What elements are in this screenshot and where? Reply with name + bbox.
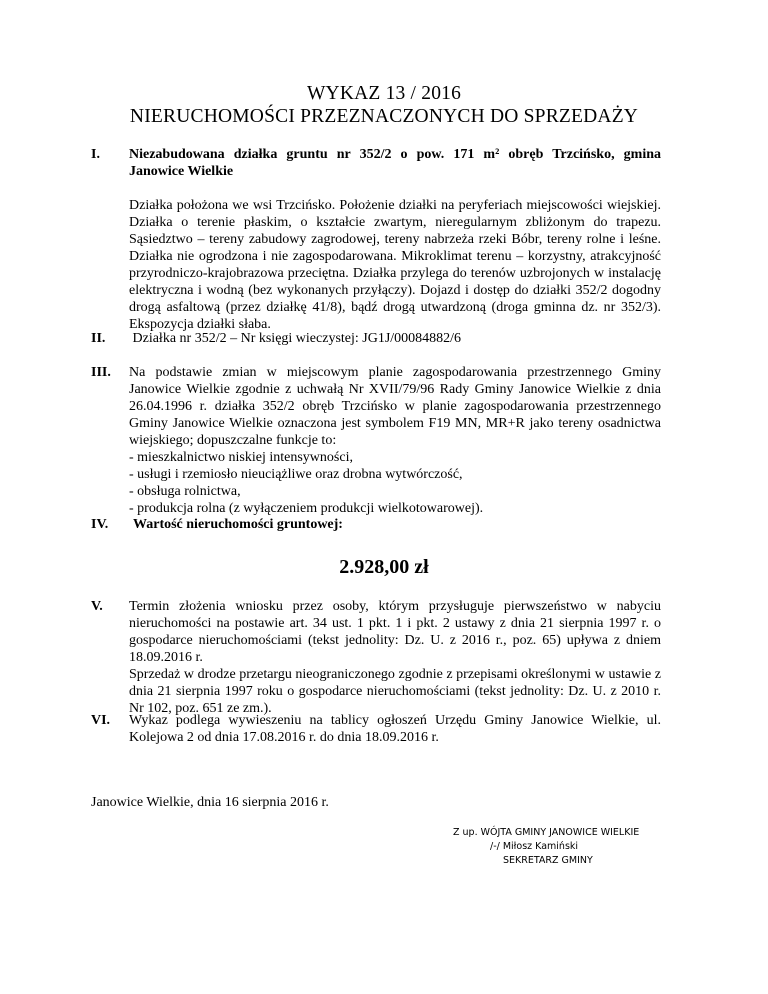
section-body <box>129 330 661 347</box>
tender-sale-text: Sprzedaż w drodze przetargu nieograniczonego zgodnie z przepisami określonymi w ustawie z dnia 21 sierpnia 1997 roku o gospodarce nieruchomościami (tekst jednolity: Dz. U. z 2010 r. Nr 102, poz. 651 ze zm.). <box>129 667 661 716</box>
title-line-2: NIERUCHOMOŚCI PRZEZNACZONYCH DO SPRZEDAŻY <box>129 106 639 127</box>
permitted-function-item: - usługi i rzemiosło nieuciążliwe oraz drobna wytwórczość, <box>129 467 463 482</box>
section-1-heading-line-2: Janowice Wielkie <box>129 164 234 179</box>
place-and-date: Janowice Wielkie, dnia 16 sierpnia 2016 r. <box>91 795 329 810</box>
zoning-plan-text: Na podstawie zmian w miejscowym planie zagospodarowania przestrzennego Gminy Janowice Wielkie zgodnie z uchwałą Nr XVII/79/96 Rady Gminy Janowice Wielkie z dnia 26.04.1996 r. działka 352/2 obręb Trzcińsko w planie zagospodarowania przestrzennego Gminy Janowice Wielkie oznaczona jest symbolem F19 MN, MR+R jako tereny osadnictwa wiejskiego; dopuszczalne funkcje to: <box>129 365 661 448</box>
section-numeral: II. <box>91 331 106 346</box>
posting-period-text: Wykaz podlega wywieszeniu na tablicy ogłoszeń Urzędu Gminy Janowice Wielkie, ul. Kolejowa 2 od dnia 17.08.2016 r. do dnia 18.09.2016 r. <box>129 713 661 745</box>
document-title <box>0 82 768 128</box>
land-registry-line: Działka nr 352/2 – Nr księgi wieczystej: JG1J/00084882/6 <box>129 331 462 346</box>
priority-deadline-text: Termin złożenia wniosku przez osoby, którym przysługuje pierwszeństwo w nabyciu nieruchomości na postawie art. 34 ust. 1 pkt. 1 i pkt. 2 ustawy z dnia 21 sierpnia 1997 r. o gospodarce nieruchomościami (tekst jednolity: Dz. U. z 2016 r., poz. 65) upływa z dniem 18.09.2016 r. <box>129 599 661 665</box>
section-1-description: Działka położona we wsi Trzcińsko. Położenie działki na peryferiach miejscowości wiejskiej. Działka o terenie płaskim, o kształcie zwartym, nieregularnym zbliżonym do trapezu. Sąsiedztwo – tereny zabudowy zagrodowej, tereny nabrzeża rzeki Bóbr, tereny rolne i leśne. Działka nie ogrodzona i nie zagospodarowana. Mikroklimat terenu – korzystny, atrakcyjność przyrodniczo-krajobrazowa przeciętna. Działka przylega do terenów uzbrojonych w instalację elektryczna i wodną (bez wykonanych przyłączy). Dojazd i dostęp do działki 352/2 dogodny drogą asfaltową (przez działkę 41/8), bądź drogą utwardzoną (droga gminna dz. nr 352/3). Ekspozycja działki słaba. <box>129 198 661 332</box>
signature-name: /-/ Miłosz Kamiński <box>490 841 579 852</box>
section-body <box>129 712 661 746</box>
section-numeral: I. <box>91 147 100 162</box>
section-1-heading-line-1: Niezabudowana działka gruntu nr 352/2 o pow. 171 m² obręb Trzcińsko, gmina <box>129 147 661 162</box>
section-numeral: VI. <box>91 713 111 728</box>
permitted-function-item: - obsługa rolnictwa, <box>129 484 241 499</box>
signature-block <box>440 826 700 868</box>
section-body <box>129 146 661 333</box>
permitted-function-item: - mieszkalnictwo niskiej intensywności, <box>129 450 353 465</box>
section-numeral: III. <box>91 365 111 380</box>
permitted-function-item: - produkcja rolna (z wyłączeniem produkcji wielkotowarowej). <box>129 501 484 516</box>
section-numeral: V. <box>91 599 103 614</box>
property-value-amount: 2.928,00 zł <box>339 556 429 578</box>
section-body <box>129 598 661 717</box>
section-numeral: IV. <box>91 517 109 532</box>
title-line-1: WYKAZ 13 / 2016 <box>306 83 462 104</box>
signature-title: SEKRETARZ GMINY <box>503 855 593 866</box>
section-body <box>133 516 665 533</box>
property-value-heading: Wartość nieruchomości gruntowej: <box>133 517 343 532</box>
section-body <box>129 364 661 517</box>
signature-authority: Z up. WÓJTA GMINY JANOWICE WIELKIE <box>453 827 640 838</box>
